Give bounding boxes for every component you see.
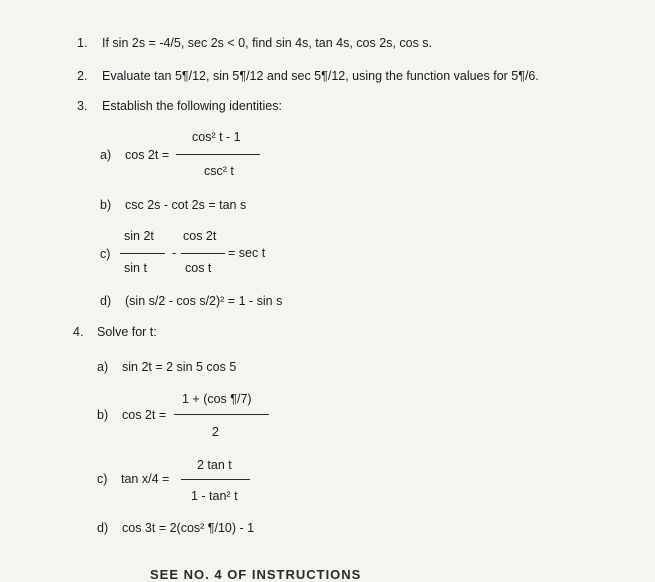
fraction-bar: [176, 154, 260, 155]
identity-c-rhs: = sec t: [228, 246, 266, 260]
problem-2-text: Evaluate tan 5¶/12, sin 5¶/12 and sec 5¶/12, using the function values for 5¶/6.: [102, 69, 539, 83]
identity-d-text: (sin s/2 - cos s/2)² = 1 - sin s: [125, 294, 283, 308]
fraction-bar: [120, 253, 165, 254]
fraction-bar: [181, 253, 225, 254]
solve-c-numerator: 2 tan t: [197, 458, 232, 472]
problem-3-number: 3.: [77, 99, 88, 113]
solve-c-lhs: tan x/4 =: [121, 472, 170, 486]
problem-1-text: If sin 2s = -4/5, sec 2s < 0, find sin 4s, tan 4s, cos 2s, cos s.: [102, 36, 433, 50]
solve-d-label: d): [97, 521, 109, 535]
identity-a-label: a): [100, 148, 112, 162]
problem-3-text: Establish the following identities:: [102, 99, 282, 113]
identity-c-denominator-2: cos t: [185, 261, 212, 275]
identity-a-denominator: csc² t: [204, 164, 234, 178]
problem-1-number: 1.: [77, 36, 88, 50]
solve-c-denominator: 1 - tan² t: [191, 489, 238, 503]
fraction-bar: [181, 479, 250, 480]
solve-b-lhs: cos 2t =: [122, 408, 167, 422]
identity-c-numerator-1: sin 2t: [124, 229, 154, 243]
identity-b-label: b): [100, 198, 112, 212]
identity-d-label: d): [100, 294, 112, 308]
solve-d-text: cos 3t = 2(cos² ¶/10) - 1: [122, 521, 255, 535]
identity-c-denominator-1: sin t: [124, 261, 147, 275]
problem-4-number: 4.: [73, 325, 84, 339]
identity-a-lhs: cos 2t =: [125, 148, 170, 162]
solve-b-label: b): [97, 408, 109, 422]
identity-c-numerator-2: cos 2t: [183, 229, 217, 243]
identity-c-minus: -: [172, 246, 177, 260]
footer-cut-text: SEE NO. 4 OF INSTRUCTIONS: [150, 567, 362, 582]
solve-a-text: sin 2t = 2 sin 5 cos 5: [122, 360, 237, 374]
solve-b-denominator: 2: [212, 425, 219, 439]
identity-b-text: csc 2s - cot 2s = tan s: [125, 198, 247, 212]
identity-a-numerator: cos² t - 1: [192, 130, 241, 144]
fraction-bar: [174, 414, 269, 415]
identity-c-label: c): [100, 247, 111, 261]
solve-c-label: c): [97, 472, 108, 486]
solve-b-numerator: 1 + (cos ¶/7): [182, 392, 252, 406]
problem-2-number: 2.: [77, 69, 88, 83]
solve-a-label: a): [97, 360, 109, 374]
problem-4-text: Solve for t:: [97, 325, 157, 339]
